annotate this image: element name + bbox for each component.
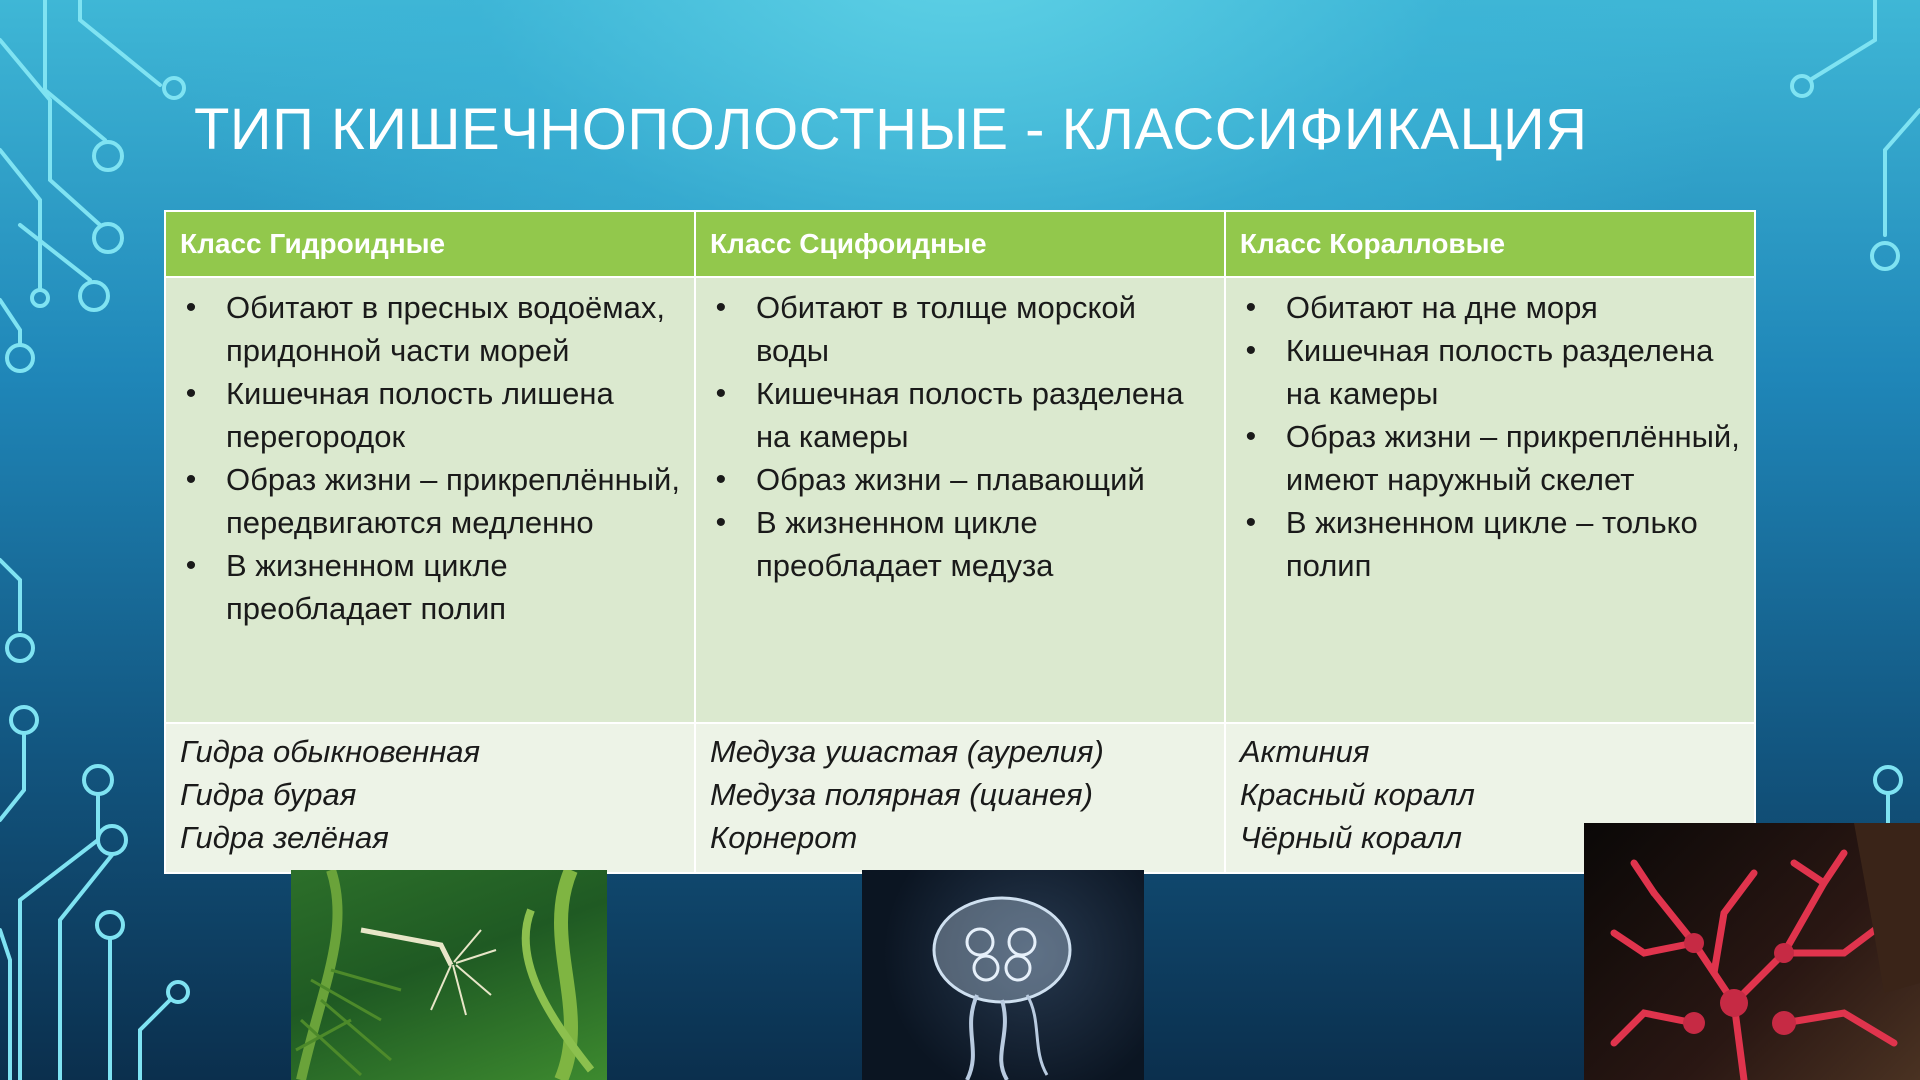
feature-text: Обитают в пресных водоёмах, придонной части морей (226, 290, 665, 368)
bullet-icon: • (715, 463, 727, 496)
example-species: Корнерот (709, 820, 858, 855)
bullet-icon: • (185, 291, 197, 324)
list-item (1240, 415, 1740, 501)
example-species: Гидра зелёная (180, 820, 389, 855)
bullet-icon: • (185, 463, 197, 496)
bullet-icon: • (715, 506, 727, 539)
feature-text: В жизненном цикле – только полип (1285, 505, 1698, 583)
features-cell-anthozoa (1225, 277, 1755, 723)
bullet-icon: • (1245, 334, 1257, 367)
list-item (710, 286, 1210, 372)
bullet-icon: • (185, 549, 197, 582)
bullet-icon: • (715, 377, 727, 410)
example-species: Медуза полярная (цианея) (709, 777, 1093, 812)
header-hydrozoa: Класс Гидроидные (165, 211, 695, 277)
feature-text: Образ жизни – плавающий (755, 462, 1145, 497)
feature-list (1240, 286, 1740, 587)
list-item (180, 458, 680, 544)
examples-cell-hydrozoa (165, 723, 695, 873)
feature-list (710, 286, 1210, 587)
slide-title: ТИП КИШЕЧНОПОЛОСТНЫЕ - КЛАССИФИКАЦИЯ (194, 97, 1588, 162)
header-scyphozoa: Класс Сцифоидные (695, 211, 1225, 277)
example-species: Медуза ушастая (аурелия) (709, 734, 1104, 769)
list-item (710, 501, 1210, 587)
feature-text: В жизненном цикле преобладает медуза (755, 505, 1054, 583)
bullet-icon: • (715, 291, 727, 324)
list-item (710, 458, 1210, 501)
features-cell-hydrozoa (165, 277, 695, 723)
bullet-icon: • (185, 377, 197, 410)
feature-text: Обитают на дне моря (1285, 290, 1598, 325)
list-item (180, 372, 680, 458)
features-row (165, 277, 1755, 723)
list-item (180, 286, 680, 372)
example-species: Чёрный коралл (1239, 820, 1462, 855)
features-cell-scyphozoa (695, 277, 1225, 723)
list-item (1240, 501, 1740, 587)
example-species: Красный коралл (1239, 777, 1475, 812)
bullet-icon: • (1245, 291, 1257, 324)
list-item (180, 544, 680, 630)
feature-text: В жизненном цикле преобладает полип (226, 548, 508, 626)
classification-table (164, 210, 1756, 874)
example-species: Гидра бурая (180, 777, 357, 812)
example-species: Гидра обыкновенная (180, 734, 481, 769)
header-anthozoa: Класс Коралловые (1225, 211, 1755, 277)
red-coral-photo (1584, 823, 1920, 1080)
feature-text: Образ жизни – прикреплённый, имеют наружный скелет (1285, 419, 1740, 497)
examples-row (165, 723, 1755, 873)
example-species: Актиния (1239, 734, 1370, 769)
feature-text: Кишечная полость лишена перегородок (226, 376, 614, 454)
bullet-icon: • (1245, 420, 1257, 453)
jellyfish-photo (862, 870, 1144, 1080)
feature-text: Образ жизни – прикреплённый, передвигаются медленно (226, 462, 680, 540)
list-item (710, 372, 1210, 458)
feature-list (180, 286, 680, 630)
feature-text: Кишечная полость разделена на камеры (1285, 333, 1714, 411)
examples-cell-scyphozoa (695, 723, 1225, 873)
hydra-photo (291, 870, 607, 1080)
header-row (165, 211, 1755, 277)
list-item (1240, 329, 1740, 415)
feature-text: Обитают в толще морской воды (755, 290, 1136, 368)
feature-text: Кишечная полость разделена на камеры (755, 376, 1184, 454)
bullet-icon: • (1245, 506, 1257, 539)
list-item (1240, 286, 1740, 329)
